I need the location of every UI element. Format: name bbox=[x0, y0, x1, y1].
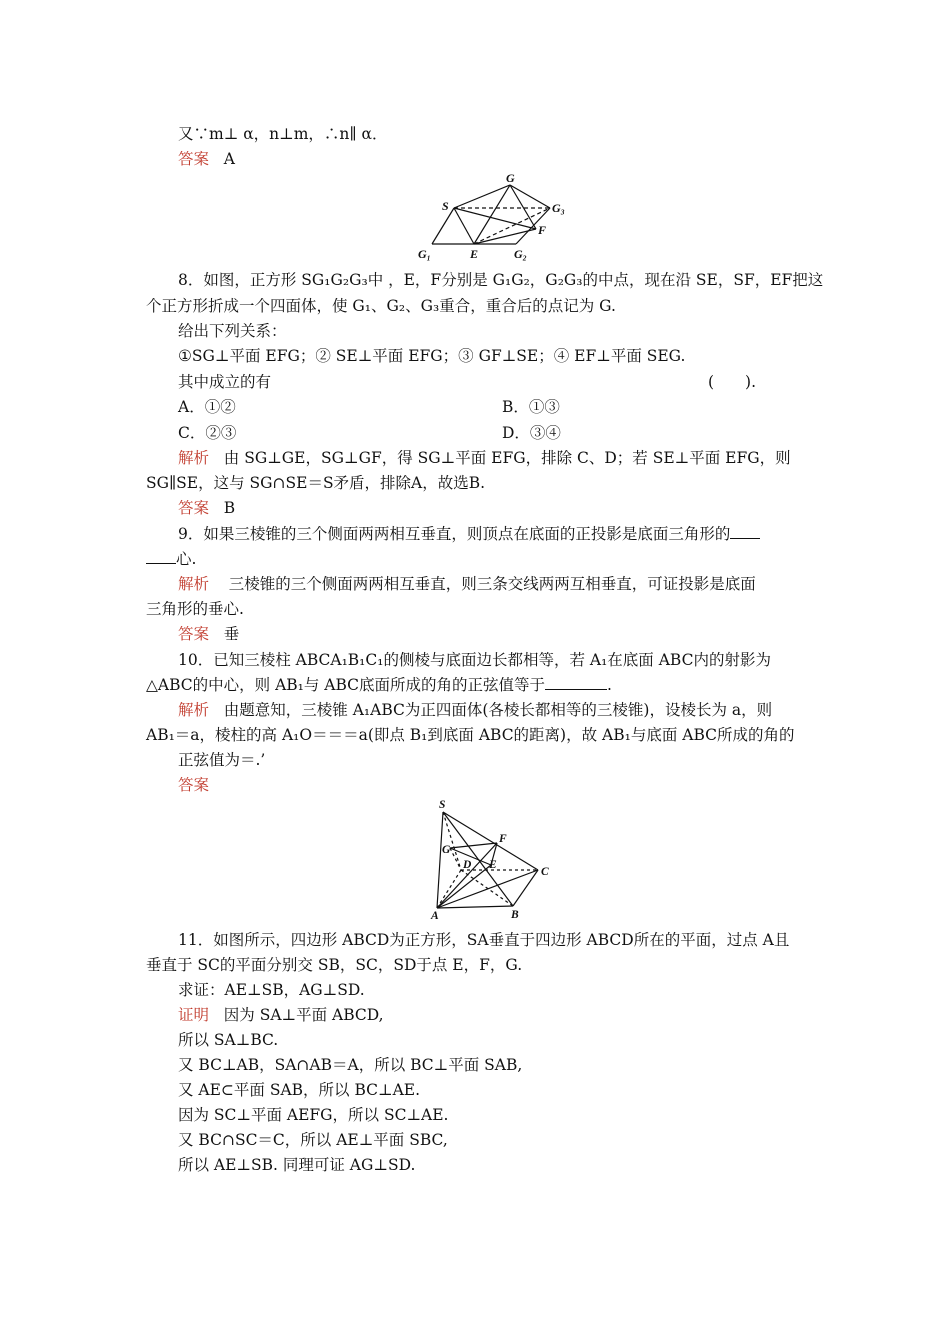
answer-value: B bbox=[223, 499, 236, 517]
fig1-label-s: S bbox=[442, 199, 449, 213]
q8-answer bbox=[178, 498, 235, 518]
q11-proof-2: 所以 SA⊥BC. bbox=[178, 1031, 279, 1049]
q10-stem-2 bbox=[146, 675, 612, 695]
fig1-label-g: G bbox=[506, 172, 515, 185]
q9-stem-2 bbox=[146, 549, 196, 569]
q8-option-c: C．②③ bbox=[178, 424, 237, 442]
q10-answer bbox=[178, 775, 209, 795]
proof-text: 因为 SA⊥平面 ABCD, bbox=[223, 1006, 384, 1024]
fig1-label-f: F bbox=[538, 223, 547, 237]
q11-proof-5: 因为 SC⊥平面 AEFG，所以 SC⊥AE. bbox=[178, 1106, 449, 1124]
q11-proof-1 bbox=[178, 1005, 384, 1025]
answer-value: 垂 bbox=[223, 625, 240, 643]
q8-option-d: D．③④ bbox=[502, 424, 561, 442]
q9-stem-end: 心. bbox=[176, 550, 197, 568]
q8-stem-2: 个正方形折成一个四面体，使 G₁、G₂、G₃重合，重合后的点记为 G. bbox=[146, 297, 616, 315]
q8-stem-5: 其中成立的有 bbox=[178, 373, 272, 391]
q9-stem-1 bbox=[178, 524, 760, 544]
q10-jiexi-3: 正弦值为＝.’ bbox=[178, 751, 266, 769]
pyramid-figure bbox=[425, 798, 560, 922]
q8-stem-3: 给出下列关系： bbox=[178, 322, 287, 340]
fig2-label-a: A bbox=[431, 910, 439, 922]
q10-stem-1: 10．已知三棱柱 ABCA₁B₁C₁的侧棱与底面边长都相等，若 A₁在底面 ABC内的射影为 bbox=[178, 651, 771, 669]
q9-jiexi-2: 三角形的垂心. bbox=[146, 600, 244, 618]
fig2-label-d: D bbox=[463, 859, 472, 871]
q8-option-b: B．①③ bbox=[502, 398, 560, 416]
fig1-label-g1: G₁ bbox=[418, 247, 431, 261]
fig2-label-f: F bbox=[499, 833, 507, 845]
q10-stem-end: . bbox=[607, 676, 612, 694]
q7-line: 又∵m⊥ α，n⊥m，∴n∥ α． bbox=[178, 125, 388, 143]
jiexi-text: 由 SG⊥GE，SG⊥GF，得 SG⊥平面 EFG，排除 C、D；若 SE⊥平面 EFG，则 bbox=[223, 449, 791, 467]
q11-proof-7: 所以 AE⊥SB. 同理可证 AG⊥SD. bbox=[178, 1156, 416, 1174]
proof-tag: 证明 bbox=[178, 1006, 210, 1024]
fig2-label-g: G bbox=[442, 844, 451, 856]
q11-stem-2: 垂直于 SC的平面分别交 SB，SC，SD于点 E，F，G. bbox=[146, 956, 523, 974]
q7-answer bbox=[178, 149, 235, 169]
q8-stem-4: ①SG⊥平面 EFG；② SE⊥平面 EFG；③ GF⊥SE；④ EF⊥平面 SEG. bbox=[178, 347, 686, 365]
answer-value: A bbox=[223, 150, 235, 168]
q10-jiexi-2: AB₁＝a，棱柱的高 A₁O＝＝＝a(即点 B₁到底面 ABC的距离)，故 AB₁与底面 ABC所成的角的 bbox=[146, 726, 795, 744]
q11-stem-3: 求证：AE⊥SB，AG⊥SD. bbox=[178, 981, 365, 999]
fig2-label-e: E bbox=[489, 859, 497, 871]
q10-jiexi-1 bbox=[178, 700, 772, 720]
fig1-label-g2: G₂ bbox=[514, 247, 527, 261]
q11-stem-1: 11．如图所示，四边形 ABCD为正方形，SA垂直于四边形 ABCD所在的平面，过点 A且 bbox=[178, 931, 790, 949]
answer-tag: 答案 bbox=[178, 150, 210, 168]
jiexi-tag: 解析 bbox=[178, 701, 210, 719]
jiexi-text: 三棱锥的三个侧面两两相互垂直，则三条交线两两互相垂直，可证投影是底面 bbox=[228, 575, 756, 593]
fig1-label-e: E bbox=[470, 247, 479, 261]
q8-stem-1: 8．如图，正方形 SG₁G₂G₃中 ，E，F分别是 G₁G₂，G₂G₃的中点，现在沿 SE，SF，EF把这 bbox=[178, 271, 824, 289]
jiexi-text: 由题意知，三棱锥 A₁ABC为正四面体(各棱长都相等的三棱锥)，设棱长为 a，则 bbox=[223, 701, 773, 719]
q10-stem-text: △ABC的中心，则 AB₁与 ABC底面所成的角的正弦值等于 bbox=[146, 676, 546, 694]
jiexi-tag: 解析 bbox=[178, 449, 210, 467]
q8-paren: ( ). bbox=[708, 373, 757, 391]
q11-proof-6: 又 BC∩SC＝C，所以 AE⊥平面 SBC, bbox=[178, 1131, 448, 1149]
fill-blank bbox=[545, 675, 607, 690]
fill-blank bbox=[146, 549, 176, 564]
answer-tag: 答案 bbox=[178, 776, 210, 794]
q11-proof-3: 又 BC⊥AB，SA∩AB＝A，所以 BC⊥平面 SAB, bbox=[178, 1056, 523, 1074]
fig2-label-b: B bbox=[511, 909, 519, 921]
q11-proof-4: 又 AE⊂平面 SAB，所以 BC⊥AE. bbox=[178, 1081, 421, 1099]
q8-jiexi-1 bbox=[178, 448, 791, 468]
answer-tag: 答案 bbox=[178, 499, 210, 517]
jiexi-tag: 解析 bbox=[178, 575, 210, 593]
answer-tag: 答案 bbox=[178, 625, 210, 643]
fig2-label-s: S bbox=[439, 799, 446, 811]
q9-jiexi-1 bbox=[178, 574, 756, 594]
fig2-label-c: C bbox=[541, 866, 549, 878]
q9-answer bbox=[178, 624, 239, 644]
q9-stem-text: 9．如果三棱锥的三个侧面两两相互垂直，则顶点在底面的正投影是底面三角形的 bbox=[178, 525, 731, 543]
fill-blank bbox=[730, 524, 760, 539]
q8-option-a: A．①② bbox=[178, 398, 236, 416]
square-fold-figure bbox=[410, 172, 580, 264]
fig1-label-g3: G₃ bbox=[552, 201, 565, 215]
q8-jiexi-2: SG∥SE，这与 SG∩SE＝S矛盾，排除A，故选B. bbox=[146, 474, 486, 492]
